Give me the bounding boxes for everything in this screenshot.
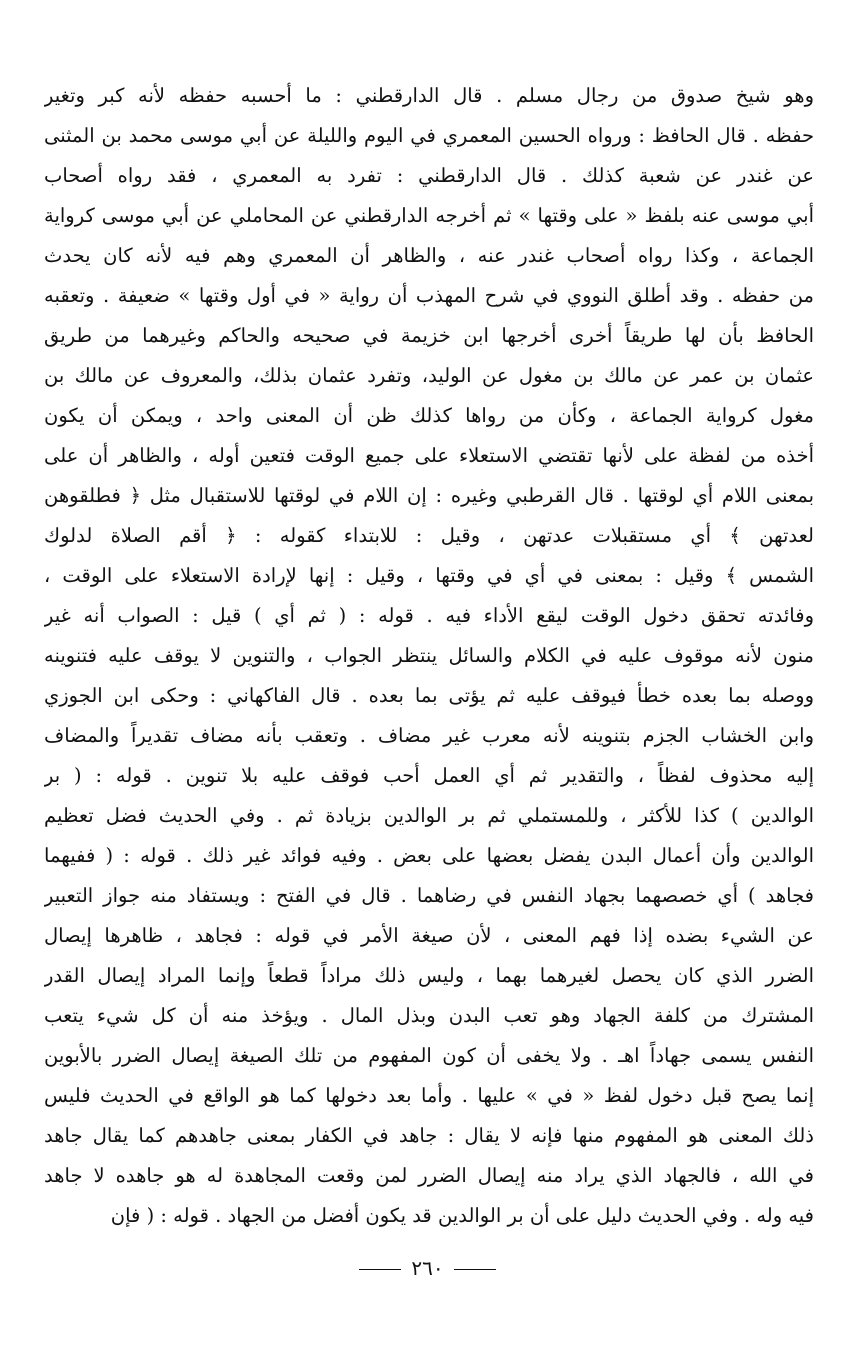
text-line: إليه محذوف لفظاً ، والتقدير ثم أي العمل أحب فوقف عليه بلا تنوين . قوله : ( بر bbox=[44, 764, 814, 787]
text-line: ذلك المعنى هو المفهوم منها فإنه لا يقال : جاهد في الكفار بمعنى جاهدهم كما يقال جاهد bbox=[44, 1124, 814, 1147]
text-line: الجماعة ، وكذا رواه أصحاب غندر عنه ، والظاهر أن المعمري وهم فيه لأنه كان يحدث bbox=[44, 244, 814, 267]
text-line: وهو شيخ صدوق من رجال مسلم . قال الدارقطني : ما أحسبه حفظه لأنه كبر وتغير bbox=[44, 84, 814, 107]
text-line: بمعنى اللام أي لوقتها . قال القرطبي وغيره : إن اللام في لوقتها للاستقبال مثل ﴿ فطلقوهن bbox=[44, 484, 814, 507]
text-line: فيه وله . وفي الحديث دليل على أن بر الوالدين قد يكون أفضل من الجهاد . قوله : ( فإن bbox=[110, 1204, 814, 1227]
text-line: ووصله بما بعده خطأ فيوقف عليه ثم يؤتى بما بعده . قال الفاكهاني : وحكى ابن الجوزي bbox=[44, 684, 814, 707]
text-line: الوالدين وأن أعمال البدن يفضل بعضها على بعض . وفيه فوائد غير ذلك . قوله : ( ففيهما bbox=[44, 844, 814, 867]
text-line: عن الشيء بضده إذا فهم المعنى ، لأن صيغة الأمر في قوله : فجاهد ، ظاهرها إيصال bbox=[44, 924, 814, 947]
page-number: ٢٦٠ bbox=[411, 1256, 444, 1280]
text-line: وابن الخشاب الجزم بتنوينه لأنه معرب غير مضاف . وتعقب بأنه مضاف تقديراً والمضاف bbox=[44, 724, 814, 747]
text-line: إنما يصح قبل دخول لفظ « في » عليها . وأما بعد دخولها كما هو الواقع في الحديث فليس bbox=[44, 1084, 814, 1107]
text-line: عن غندر عن شعبة كذلك . قال الدارقطني : تفرد به المعمري ، فقد رواه أصحاب bbox=[44, 164, 814, 187]
text-line: لعدتهن ﴾ أي مستقبلات عدتهن ، وقيل : للابتداء كقوله : ﴿ أقم الصلاة لدلوك bbox=[44, 524, 814, 547]
text-line: مغول كرواية الجماعة ، وكأن من رواها كذلك ظن أن المعنى واحد ، ويمكن أن يكون bbox=[44, 404, 814, 427]
text-line: الضرر الذي كان يحصل لغيرهما بهما ، وليس ذلك مراداً قطعاً وإنما المراد إيصال القدر bbox=[44, 964, 814, 987]
text-line: الشمس ﴾ وقيل : بمعنى في أي في وقتها ، وقيل : إنها لإرادة الاستعلاء على الوقت ، bbox=[44, 564, 814, 587]
text-line: المشترك من كلفة الجهاد وهو تعب البدن وبذل المال . ويؤخذ منه أن كل شيء يتعب bbox=[44, 1004, 814, 1027]
text-line: من حفظه . وقد أطلق النووي في شرح المهذب أن رواية « في أول وقتها » ضعيفة . وتعقبه bbox=[44, 284, 814, 307]
text-line: منون لأنه موقوف عليه في الكلام والسائل ينتظر الجواب ، والتنوين لا يوقف عليه فتنوينه bbox=[44, 644, 814, 667]
text-line: في الله ، فالجهاد الذي يراد منه إيصال الضرر لمن وقعت المجاهدة له هو جاهده لا جاهد bbox=[44, 1164, 814, 1187]
body-text bbox=[44, 76, 814, 1236]
text-line: عثمان بن عمر عن مالك بن مغول عن الوليد، وتفرد عثمان بذلك، والمعروف عن مالك بن bbox=[44, 364, 814, 387]
text-line: فجاهد ) أي خصصهما بجهاد النفس في رضاهما . قال في الفتح : ويستفاد منه جواز التعبير bbox=[44, 884, 814, 907]
text-line: الوالدين ) كذا للأكثر ، وللمستملي ثم بر الوالدين بزيادة ثم . وفي الحديث فضل تعظيم bbox=[44, 804, 814, 827]
text-line: الحافظ بأن لها طريقاً أخرى أخرجها ابن خزيمة في صحيحه والحاكم وغيرهما من طريق bbox=[44, 324, 814, 347]
text-line: النفس يسمى جهاداً اهـ . ولا يخفى أن كون المفهوم من تلك الصيغة إيصال الضرر بالأبوين bbox=[44, 1044, 814, 1067]
text-line: أخذه من لفظة على لأنها تقتضي الاستعلاء على جميع الوقت فتعين أوله ، والظاهر أن على bbox=[44, 444, 814, 467]
text-line: حفظه . قال الحافظ : ورواه الحسين المعمري في اليوم والليلة عن أبي موسى محمد بن المثنى bbox=[44, 124, 814, 147]
footer-dash-left bbox=[359, 1269, 401, 1270]
text-line: وفائدته تحقق دخول الوقت ليقع الأداء فيه . قوله : ( ثم أي ) قيل : الصواب أنه غير bbox=[44, 604, 814, 627]
text-line: أبي موسى عنه بلفظ « على وقتها » ثم أخرجه الدارقطني عن المحاملي عن أبي موسى كرواية bbox=[44, 204, 814, 227]
page-footer bbox=[0, 1256, 855, 1280]
footer-dash-right bbox=[454, 1269, 496, 1270]
